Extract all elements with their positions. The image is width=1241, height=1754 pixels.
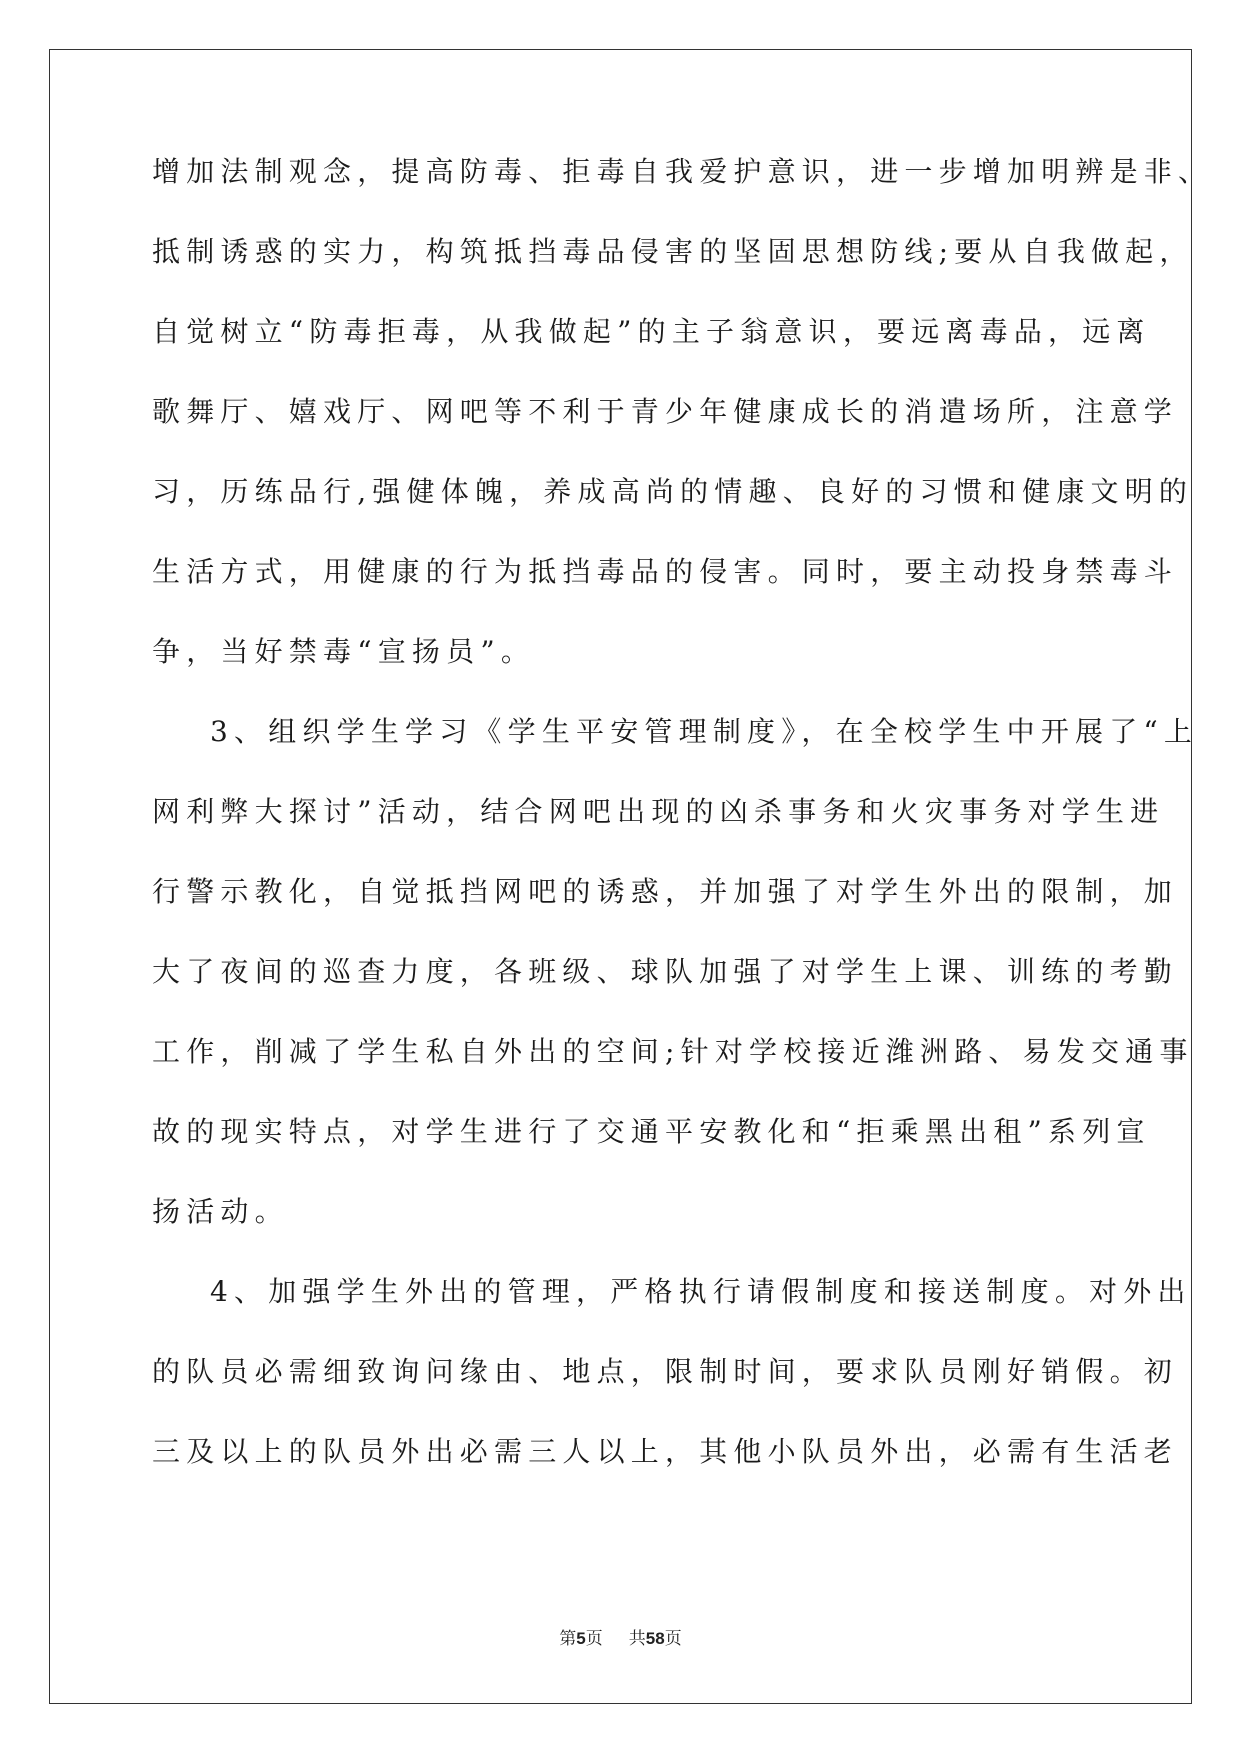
text-line: 生活方式，用健康的行为抵挡毒品的侵害。同时，要主动投身禁毒斗 — [152, 555, 1179, 588]
total-pages: 58 — [645, 1629, 665, 1648]
text-line: 扬活动。 — [152, 1195, 289, 1228]
text-line: 三及以上的队员外出必需三人以上，其他小队员外出，必需有生活老 — [152, 1435, 1179, 1468]
text-line: 的队员必需细致询问缘由、地点，限制时间，要求队员刚好销假。初 — [152, 1355, 1179, 1388]
text-line: 争，当好禁毒“宣扬员”。 — [152, 635, 536, 668]
text-line: 工作，削减了学生私自外出的空间;针对学校接近潍洲路、易发交通事 — [152, 1035, 1194, 1068]
text-line: 故的现实特点，对学生进行了交通平安教化和“拒乘黑出租”系列宣 — [152, 1115, 1151, 1148]
page-number: 5 — [576, 1629, 586, 1648]
footer-page-suffix: 页 — [585, 1629, 603, 1649]
text-line: 行警示教化，自觉抵挡网吧的诱惑，并加强了对学生外出的限制，加 — [152, 875, 1179, 908]
text-line: 大了夜间的巡查力度，各班级、球队加强了对学生上课、训练的考勤 — [152, 955, 1179, 988]
footer-total-suffix: 页 — [664, 1629, 682, 1649]
text-line: 增加法制观念，提高防毒、拒毒自我爱护意识，进一步增加明辨是非、 — [152, 155, 1213, 188]
footer-prefix: 第 — [559, 1629, 577, 1649]
text-line: 习，历练品行,强健体魄，养成高尚的情趣、良好的习惯和健康文明的 — [152, 475, 1194, 508]
footer-total-prefix: 共 — [628, 1629, 646, 1649]
text-line: 3、组织学生学习《学生平安管理制度》，在全校学生中开展了“上 — [210, 715, 1199, 748]
text-line: 歌舞厅、嬉戏厅、网吧等不利于青少年健康成长的消遣场所，注意学 — [152, 395, 1179, 428]
page-footer — [0, 1628, 1241, 1650]
text-line: 网利弊大探讨”活动，结合网吧出现的凶杀事务和火灾事务对学生进 — [152, 795, 1165, 828]
text-line: 抵制诱惑的实力，构筑抵挡毒品侵害的坚固思想防线;要从自我做起， — [152, 235, 1194, 268]
text-line: 4、加强学生外出的管理，严格执行请假制度和接送制度。对外出 — [210, 1275, 1192, 1308]
text-line: 自觉树立“防毒拒毒，从我做起”的主子翁意识，要远离毒品，远离 — [152, 315, 1151, 348]
